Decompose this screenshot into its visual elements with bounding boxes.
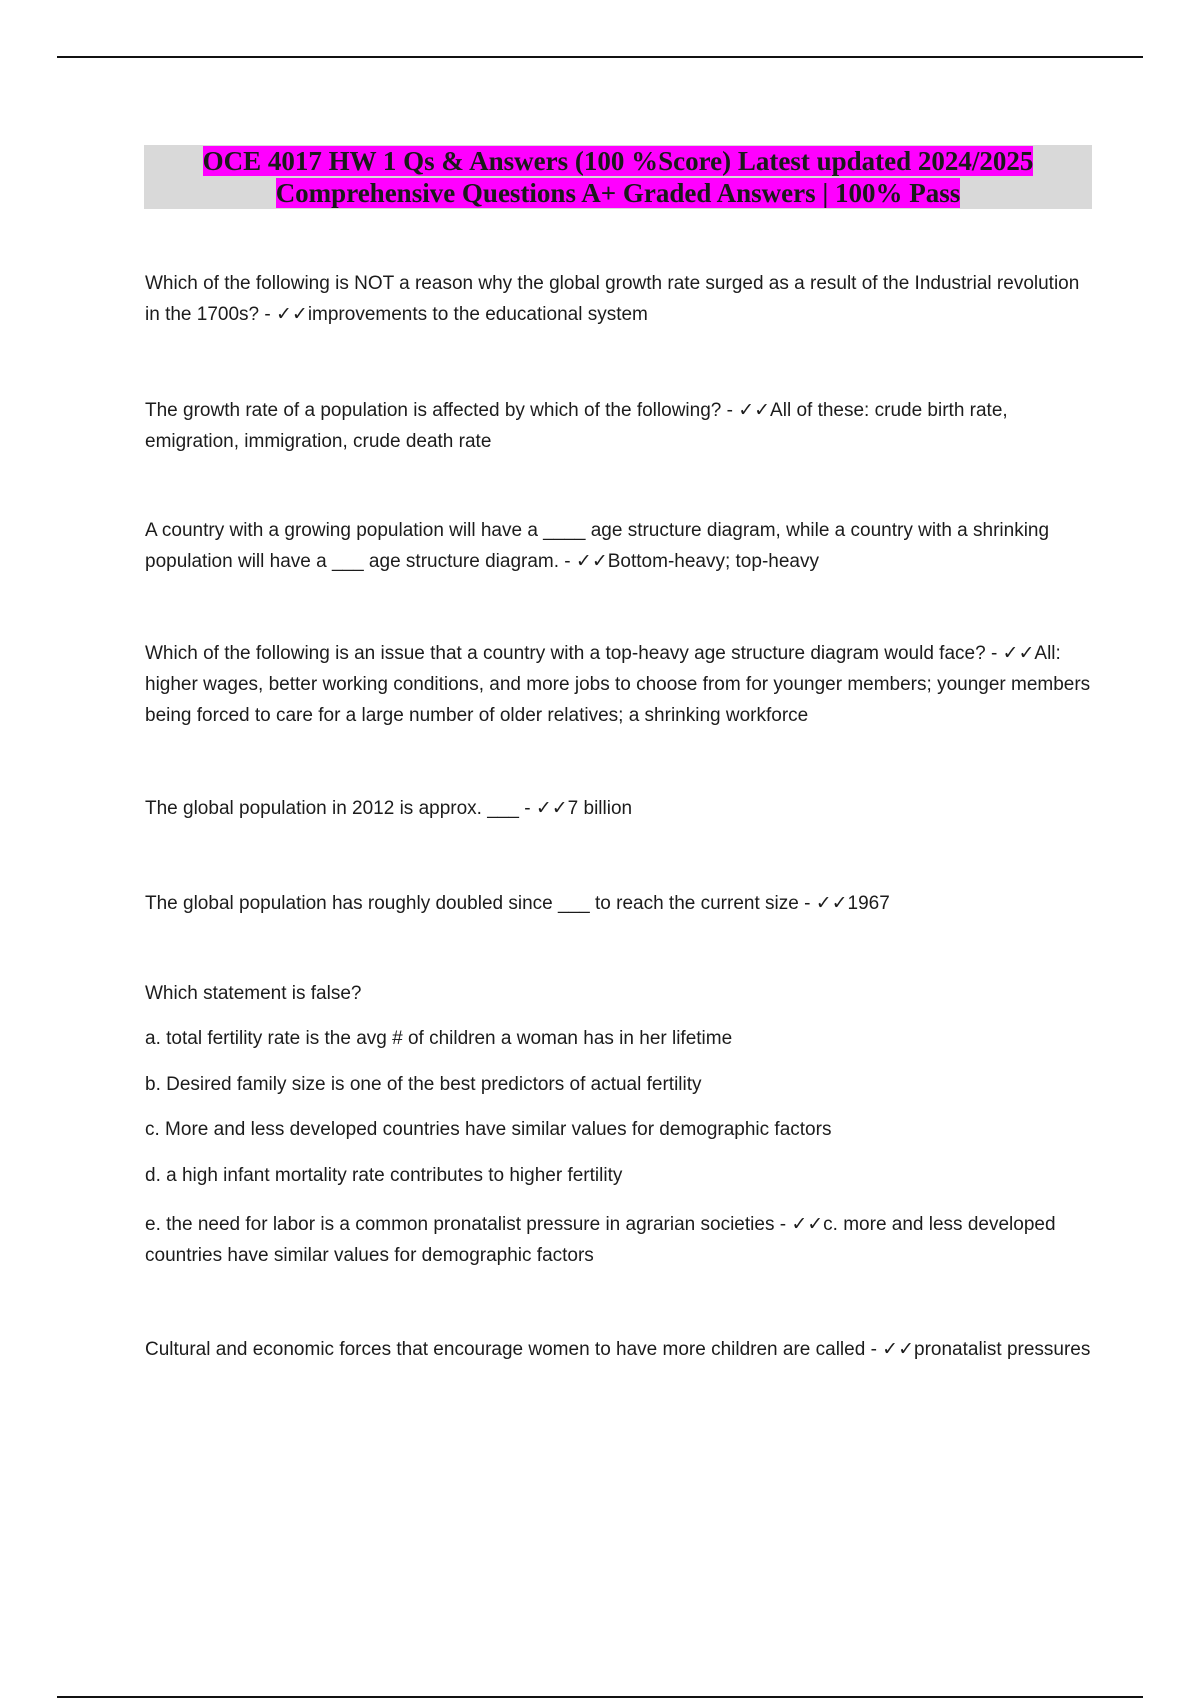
question-4: Which of the following is an issue that a country with a top-heavy age structure diagram would face? - ✓✓All: higher wages, better working conditions, and more jobs to choose from for younger members; younger members being forced to care for a large number of older relatives; a shrinking workforce	[145, 643, 1091, 726]
question-1: Which of the following is NOT a reason why the global growth rate surged as a result of the Industrial revolution in the 1700s? - ✓✓improvements to the educational system	[145, 273, 1080, 325]
mc-option-c: c. More and less developed countries have similar values for demographic factors	[145, 1119, 832, 1140]
mc-option-a: a. total fertility rate is the avg # of children a woman has in her lifetime	[145, 1028, 733, 1049]
question-3: A country with a growing population will have a ____ age structure diagram, while a country with a shrinking population will have a ___ age structure diagram. - ✓✓Bottom-heavy; top-heavy	[145, 520, 1050, 572]
document-title	[144, 145, 1092, 209]
question-final: Cultural and economic forces that encourage women to have more children are called - ✓✓pronatalist pressures	[145, 1339, 1091, 1360]
title-line-2: Comprehensive Questions A+ Graded Answers | 100% Pass	[275, 178, 961, 208]
question-5: The global population in 2012 is approx. ___ - ✓✓7 billion	[145, 798, 633, 819]
mc-option-e: e. the need for labor is a common pronatalist pressure in agrarian societies - ✓✓c. more and less developed countries have similar values for demographic factors	[145, 1214, 1056, 1266]
footer-rule	[57, 1696, 1143, 1698]
header-rule	[57, 56, 1143, 58]
mc-option-b: b. Desired family size is one of the best predictors of actual fertility	[145, 1074, 702, 1095]
question-2: The growth rate of a population is affected by which of the following? - ✓✓All of these: crude birth rate, emigration, immigration, crude death rate	[145, 400, 1008, 452]
mc-option-d: d. a high infant mortality rate contributes to higher fertility	[145, 1165, 623, 1186]
mc-prompt: Which statement is false?	[145, 983, 362, 1004]
title-line-1: OCE 4017 HW 1 Qs & Answers (100 %Score) Latest updated 2024/2025	[202, 146, 1034, 176]
question-6: The global population has roughly doubled since ___ to reach the current size - ✓✓1967	[145, 893, 890, 914]
